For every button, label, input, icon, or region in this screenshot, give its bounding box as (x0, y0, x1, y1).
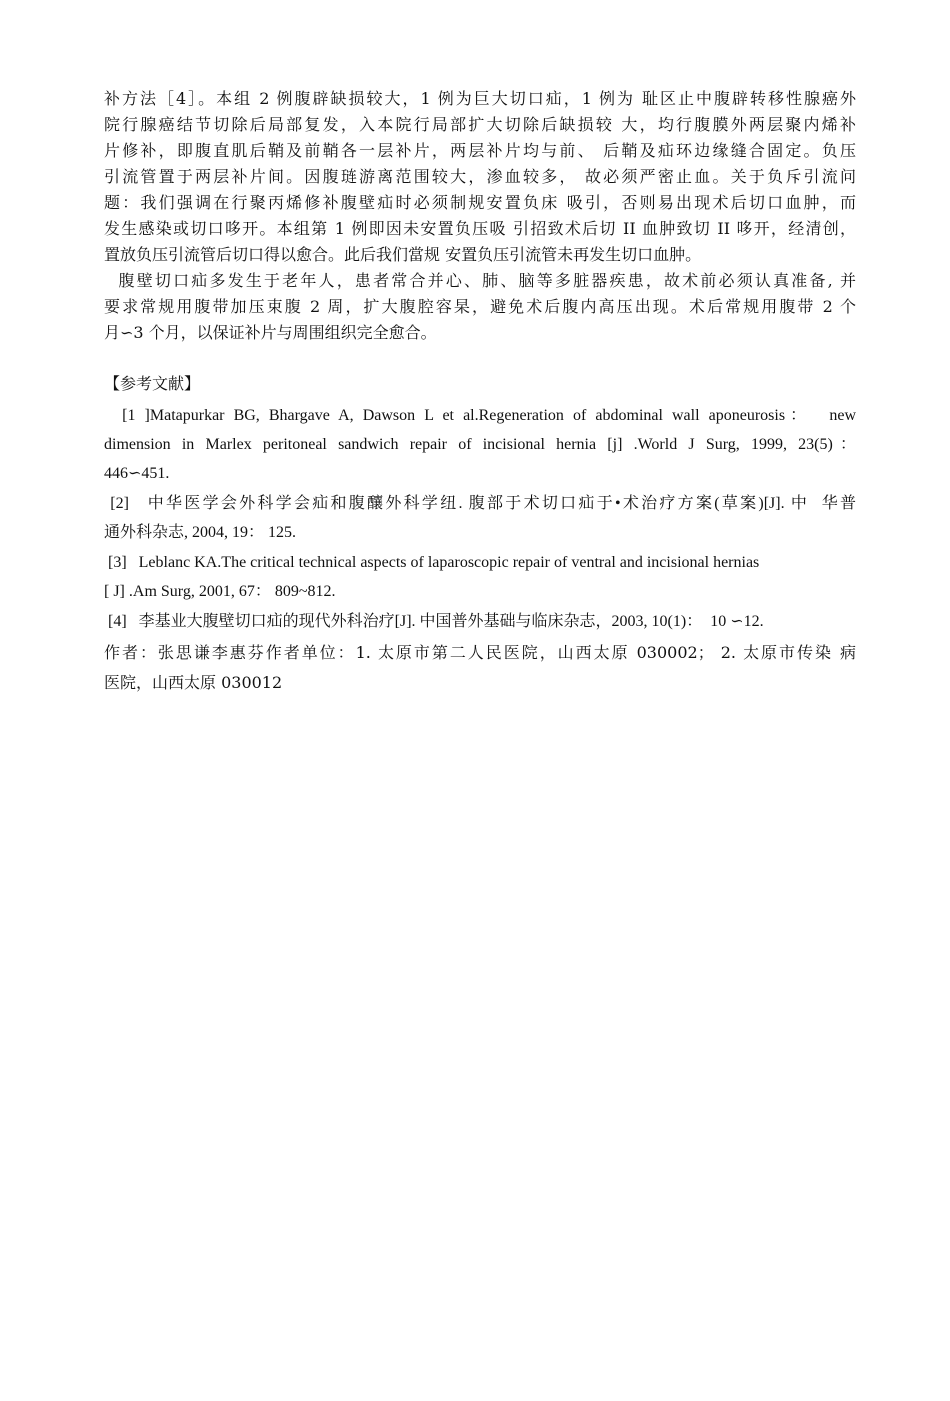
author-line: 作者：张思谦李惠芬作者单位：1. 太原市第二人民医院，山西太原 030002； 2. 太原市传染 病 (104, 643, 856, 662)
reference-item-2 (104, 492, 856, 545)
reference-line: [4] 李基业大腹壁切口疝的现代外科治疗[J]. 中国普外基础与临床杂志，2003, 10(1)： 10 ∽12. (104, 613, 764, 630)
body-line: 月∽3 个月，以保证补片与周围组织完全愈合。 (104, 323, 437, 342)
reference-line: 446∽451. (104, 465, 170, 482)
references-heading: 【参考文献】 (104, 374, 201, 393)
reference-line: dimension in Marlex peritoneal sandwich repair of incisional hernia [j] .World J Surg, 1999, 23(5)： (104, 436, 856, 453)
reference-line: 通外科杂志, 2004, 19： 125. (104, 524, 297, 541)
body-paragraph-1 (104, 86, 856, 268)
body-line: 置放负压引流管后切口得以愈合。此后我们當规 安置负压引流管未再发生切口血肿。 (104, 245, 702, 264)
reference-item-1 (104, 404, 856, 486)
body-line: 片修补，即腹直肌后鞘及前鞘各一层补片，两层补片均与前、 后鞘及疝环边缘缝合固定。负压 (104, 141, 856, 160)
body-line: 要求常规用腹带加压束腹 2 周，扩大腹腔容杲，避免术后腹内高压出现。术后常规用腹带 2 个 (104, 297, 856, 316)
reference-line: [2] 中华医学会外科学会疝和腹釀外科学纽. 腹部于术切口疝于•术治疗方案(草案)[J]. 中 华普 (104, 495, 856, 512)
body-line: 腹壁切口疝多发生于老年人，患者常合并心、肺、脑等多脏器疾患，故术前必须认真准备, 并 (104, 271, 856, 290)
reference-line: [3] Leblanc KA.The critical technical aspects of laparoscopic repair of ventral and incisional hernias (104, 554, 760, 571)
author-line: 医院，山西太原 030012 (104, 673, 283, 692)
body-line: 题：我们强调在行聚丙烯修补腹壁疝时必须制规安置负床 吸引，否则易出现术后切口血肿，而 (104, 193, 856, 212)
reference-item-4 (104, 610, 856, 634)
references-list (104, 404, 856, 634)
body-paragraph-2 (104, 268, 856, 346)
author-info (104, 640, 856, 696)
body-line: 补方法［4］。本组 2 例腹辟缺损较大，1 例为巨大切口疝，1 例为 耻区止中腹辟转移性腺癌外 (104, 89, 856, 108)
body-line: 院行腺癌结节切除后局部复发，入本院行局部扩大切除后缺损较 大，均行腹膜外两层聚内烯补 (104, 115, 856, 134)
reference-line: [1 ]Matapurkar BG, Bhargave A, Dawson L et al.Regeneration of abdominal wall aponeurosis： new (104, 407, 856, 424)
body-line: 引流管置于两层补片间。因腹琏游离范围较大，渗血较多， 故必须严密止血。关于负斥引流问 (104, 167, 856, 186)
reference-line: [ J] .Am Surg, 2001, 67： 809~812. (104, 583, 336, 600)
document-page (104, 86, 856, 696)
reference-item-3 (104, 551, 856, 604)
body-line: 发生感染或切口哆开。本组第 1 例即因未安置负压吸 引招致术后切 II 血肿致切 II 哆开，经清创， (104, 219, 856, 238)
